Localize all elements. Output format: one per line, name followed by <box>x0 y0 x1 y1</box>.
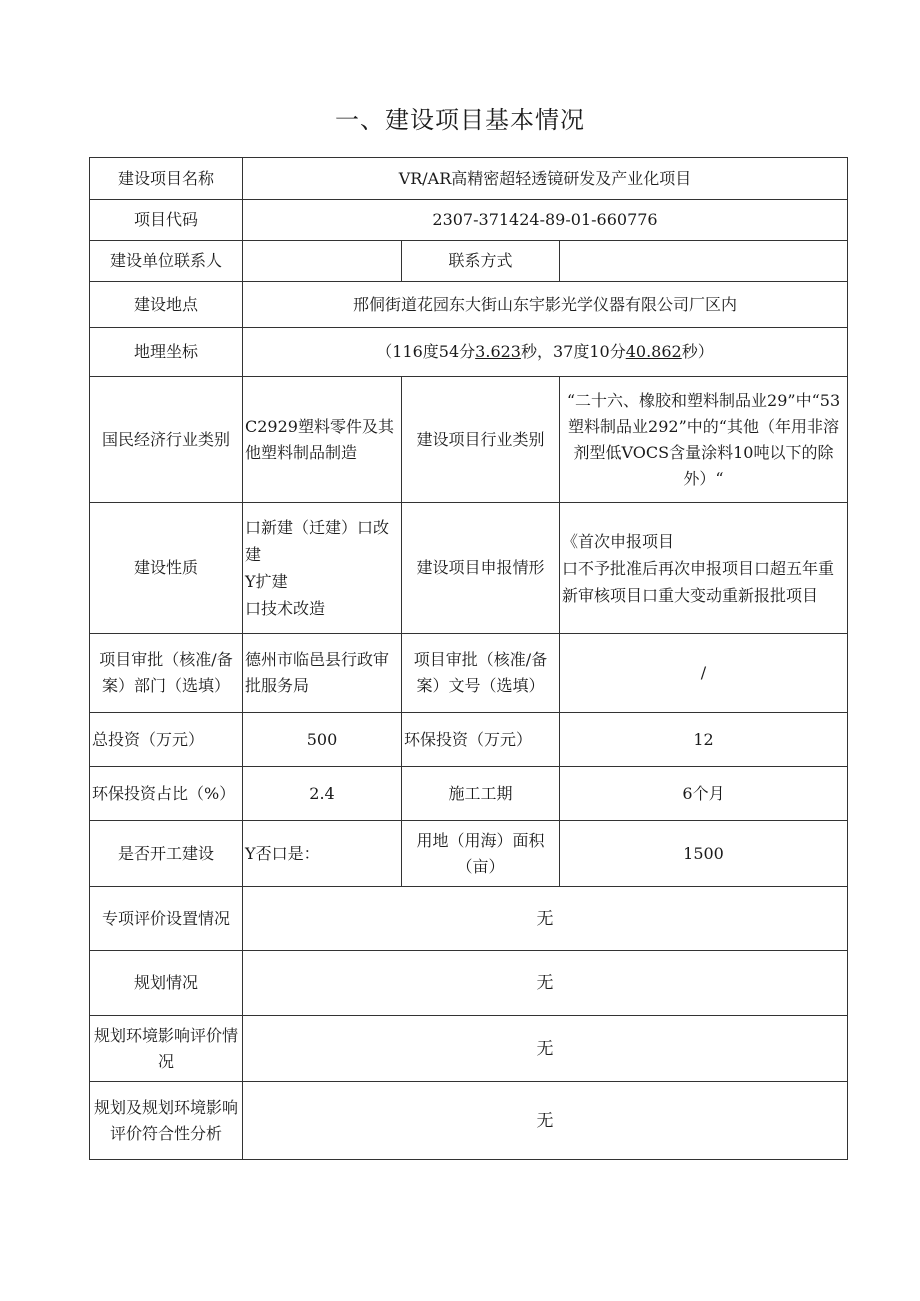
project-industry-value: “二十六、橡胶和塑料制品业29”中“53塑料制品业292”中的“其他（年用非溶剂型低VOCS含量涂料10吨以下的除外）“ <box>560 377 848 503</box>
row-special-eval <box>90 887 848 951</box>
project-name-value: VR/AR高精密超轻透镜研发及产业化项目 <box>243 158 848 200</box>
row-coords <box>90 328 848 377</box>
row-approval <box>90 634 848 713</box>
row-industry <box>90 377 848 503</box>
row-ratio <box>90 767 848 821</box>
construction-period-label: 施工工期 <box>402 767 560 821</box>
conformity-label: 规划及规划环境影响评价符合性分析 <box>90 1082 243 1160</box>
approval-number-label: 项目审批（核准/备案）文号（选填） <box>402 634 560 713</box>
page-title: 一、建设项目基本情况 <box>335 106 585 134</box>
land-area-value: 1500 <box>560 821 848 887</box>
approval-dept-label: 项目审批（核准/备案）部门（选填） <box>90 634 243 713</box>
location-value: 邢侗街道花园东大街山东宇影光学仪器有限公司厂区内 <box>243 282 848 328</box>
env-investment-label: 环保投资（万元） <box>402 713 560 767</box>
declaration-option-first: 《首次申报项目 <box>562 531 675 551</box>
started-label: 是否开工建设 <box>90 821 243 887</box>
started-value: Y否口是： <box>243 821 402 887</box>
contact-value <box>243 241 402 282</box>
construction-period-value: 6个月 <box>560 767 848 821</box>
project-code-label: 项目代码 <box>90 200 243 241</box>
conformity-value: 无 <box>243 1082 848 1160</box>
declaration-options <box>560 503 848 634</box>
approval-dept-value: 德州市临邑县行政审批服务局 <box>243 634 402 713</box>
nature-option-new: 口新建（迁建）口改建 <box>245 518 390 564</box>
row-planning-eia <box>90 1016 848 1082</box>
row-contact <box>90 241 848 282</box>
contact-method-value <box>560 241 848 282</box>
industry-value: C2929塑料零件及其他塑料制品制造 <box>243 377 402 503</box>
location-label: 建设地点 <box>90 282 243 328</box>
approval-number-value: / <box>560 634 848 713</box>
planning-value: 无 <box>243 951 848 1016</box>
industry-label: 国民经济行业类别 <box>90 377 243 503</box>
planning-label: 规划情况 <box>90 951 243 1016</box>
row-started <box>90 821 848 887</box>
coords-seconds-1: 3.623 <box>475 342 521 361</box>
env-ratio-label: 环保投资占比（%） <box>90 767 243 821</box>
project-info-table <box>89 157 848 1160</box>
project-code-value: 2307-371424-89-01-660776 <box>243 200 848 241</box>
investment-label: 总投资（万元） <box>90 713 243 767</box>
land-area-label: 用地（用海）面积（亩） <box>402 821 560 887</box>
row-project-name <box>90 158 848 200</box>
row-investment <box>90 713 848 767</box>
row-nature <box>90 503 848 634</box>
planning-eia-label: 规划环境影响评价情况 <box>90 1016 243 1082</box>
special-eval-label: 专项评价设置情况 <box>90 887 243 951</box>
declaration-option-other: 口不予批准后再次申报项目口超五年重新审核项目口重大变动重新报批项目 <box>562 558 835 605</box>
nature-label: 建设性质 <box>90 503 243 634</box>
contact-label: 建设单位联系人 <box>90 241 243 282</box>
row-project-code <box>90 200 848 241</box>
nature-options <box>243 503 402 634</box>
coords-part1: （116度54分 <box>376 342 476 361</box>
coords-part3: 秒） <box>681 342 714 361</box>
coords-label: 地理坐标 <box>90 328 243 377</box>
row-location <box>90 282 848 328</box>
coords-value <box>243 328 848 377</box>
project-industry-label: 建设项目行业类别 <box>402 377 560 503</box>
planning-eia-value: 无 <box>243 1016 848 1082</box>
special-eval-value: 无 <box>243 887 848 951</box>
nature-option-expand: Y扩建 <box>245 572 288 591</box>
project-name-label: 建设项目名称 <box>90 158 243 200</box>
row-planning <box>90 951 848 1016</box>
row-conformity <box>90 1082 848 1160</box>
env-ratio-value: 2.4 <box>243 767 402 821</box>
env-investment-value: 12 <box>560 713 848 767</box>
investment-value: 500 <box>243 713 402 767</box>
declaration-label: 建设项目申报情形 <box>402 503 560 634</box>
coords-part2: 秒，37度10分 <box>520 342 626 361</box>
coords-seconds-2: 40.862 <box>625 342 682 361</box>
nature-option-tech: 口技术改造 <box>245 599 326 618</box>
contact-method-label: 联系方式 <box>402 241 560 282</box>
